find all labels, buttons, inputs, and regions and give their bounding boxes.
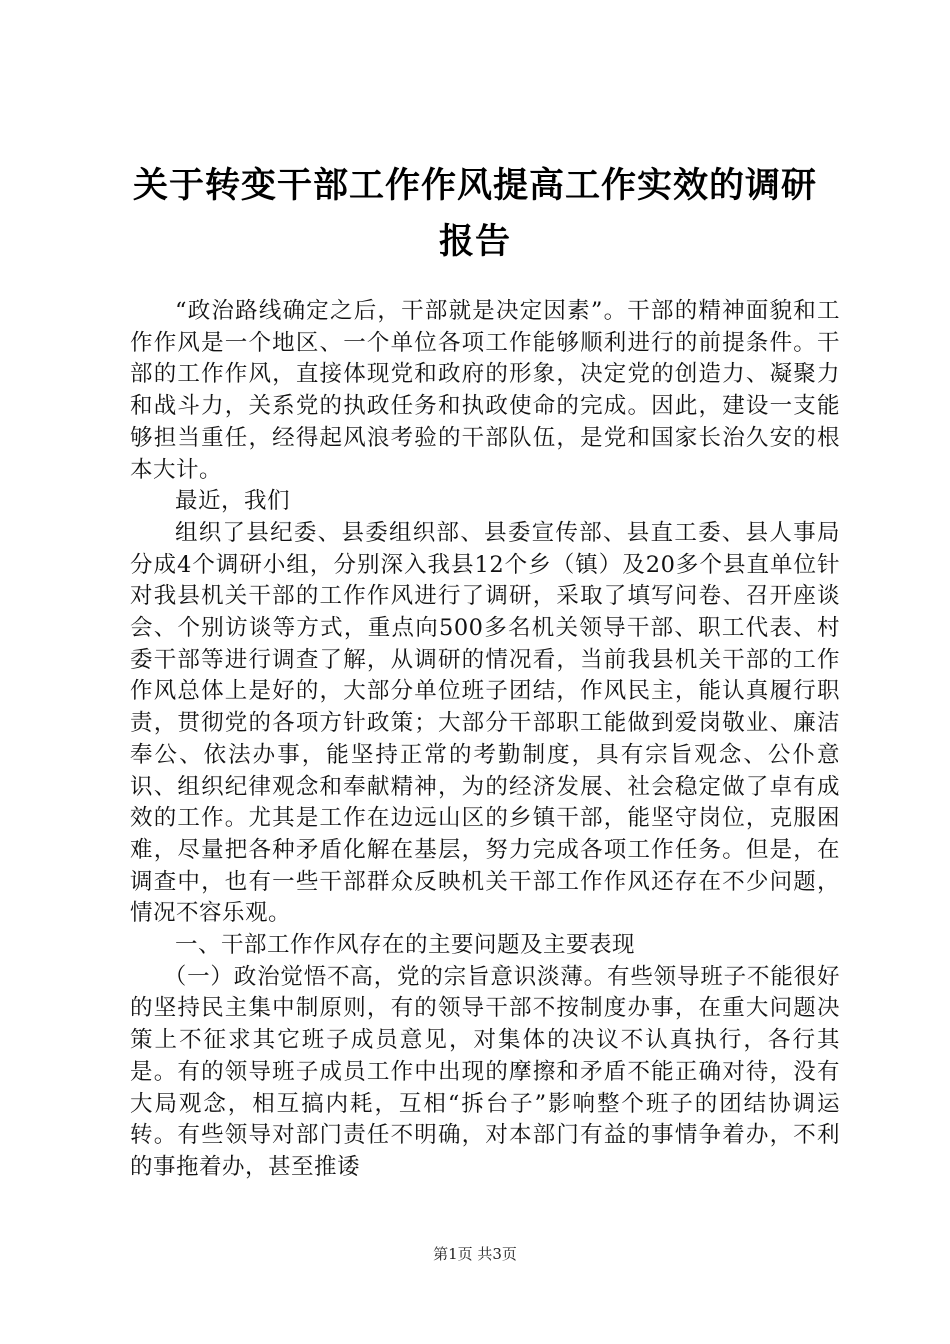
recent-paragraph: 最近，我们 xyxy=(175,488,291,515)
problem-paragraph: （一）政治觉悟不高，党的宗旨意识淡薄。有些领导班子不能很好的坚持民主集中制原则，有的领导干部不按制度办事，在重大问题决策上不征求其它班子成员意见，对集体的决议不认真执行，各行其是。有的领导班子成员工作中出现的摩擦和矛盾不能正确对待，没有大局观念，相互搞内耗，互相“拆台子”影响整个班子的团结协调运转。有些领导对部门责任不明确，对本部门有益的事情争着办，不利的事拖着办，甚至推诿 xyxy=(130,963,840,1180)
section-heading: 一、干部工作作风存在的主要问题及主要表现 xyxy=(175,932,636,959)
survey-paragraph: 组织了县纪委、县委组织部、县委宣传部、县直工委、县人事局分成4个调研小组，分别深入我县12个乡（镇）及20多个县直单位针对我县机关干部的工作作风进行了调研，采取了填写问卷、召开座谈会、个别访谈等方式，重点向500多名机关领导干部、职工代表、村委干部等进行调查了解，从调研的情况看，当前我县机关干部的工作作风总体上是好的，大部分单位班子团结，作风民主，能认真履行职责，贯彻党的各项方针政策；大部分干部职工能做到爱岗敬业、廉洁奉公、依法办事，能坚持正常的考勤制度，具有宗旨观念、公仆意识、组织纪律观念和奉献精神，为的经济发展、社会稳定做了卓有成效的工作。尤其是工作在边远山区的乡镇干部，能坚守岗位，克服困难，尽量把各种矛盾化解在基层，努力完成各项工作任务。但是，在调查中，也有一些干部群众反映机关干部工作作风还存在不少问题，情况不容乐观。 xyxy=(130,519,840,927)
page-number-footer: 第1页 共3页 xyxy=(433,1245,517,1263)
intro-paragraph: “政治路线确定之后，干部就是决定因素”。干部的精神面貌和工作作风是一个地区、一个单位各项工作能够顺利进行的前提条件。干部的工作作风，直接体现党和政府的形象，决定党的创造力、凝聚力和战斗力，关系党的执政任务和执政使命的完成。因此，建设一支能够担当重任，经得起风浪考验的干部队伍，是党和国家长治久安的根本大计。 xyxy=(130,298,840,483)
document-body xyxy=(130,296,840,1184)
document-title: 关于转变干部工作作风提高工作实效的调研报告 xyxy=(132,166,817,262)
